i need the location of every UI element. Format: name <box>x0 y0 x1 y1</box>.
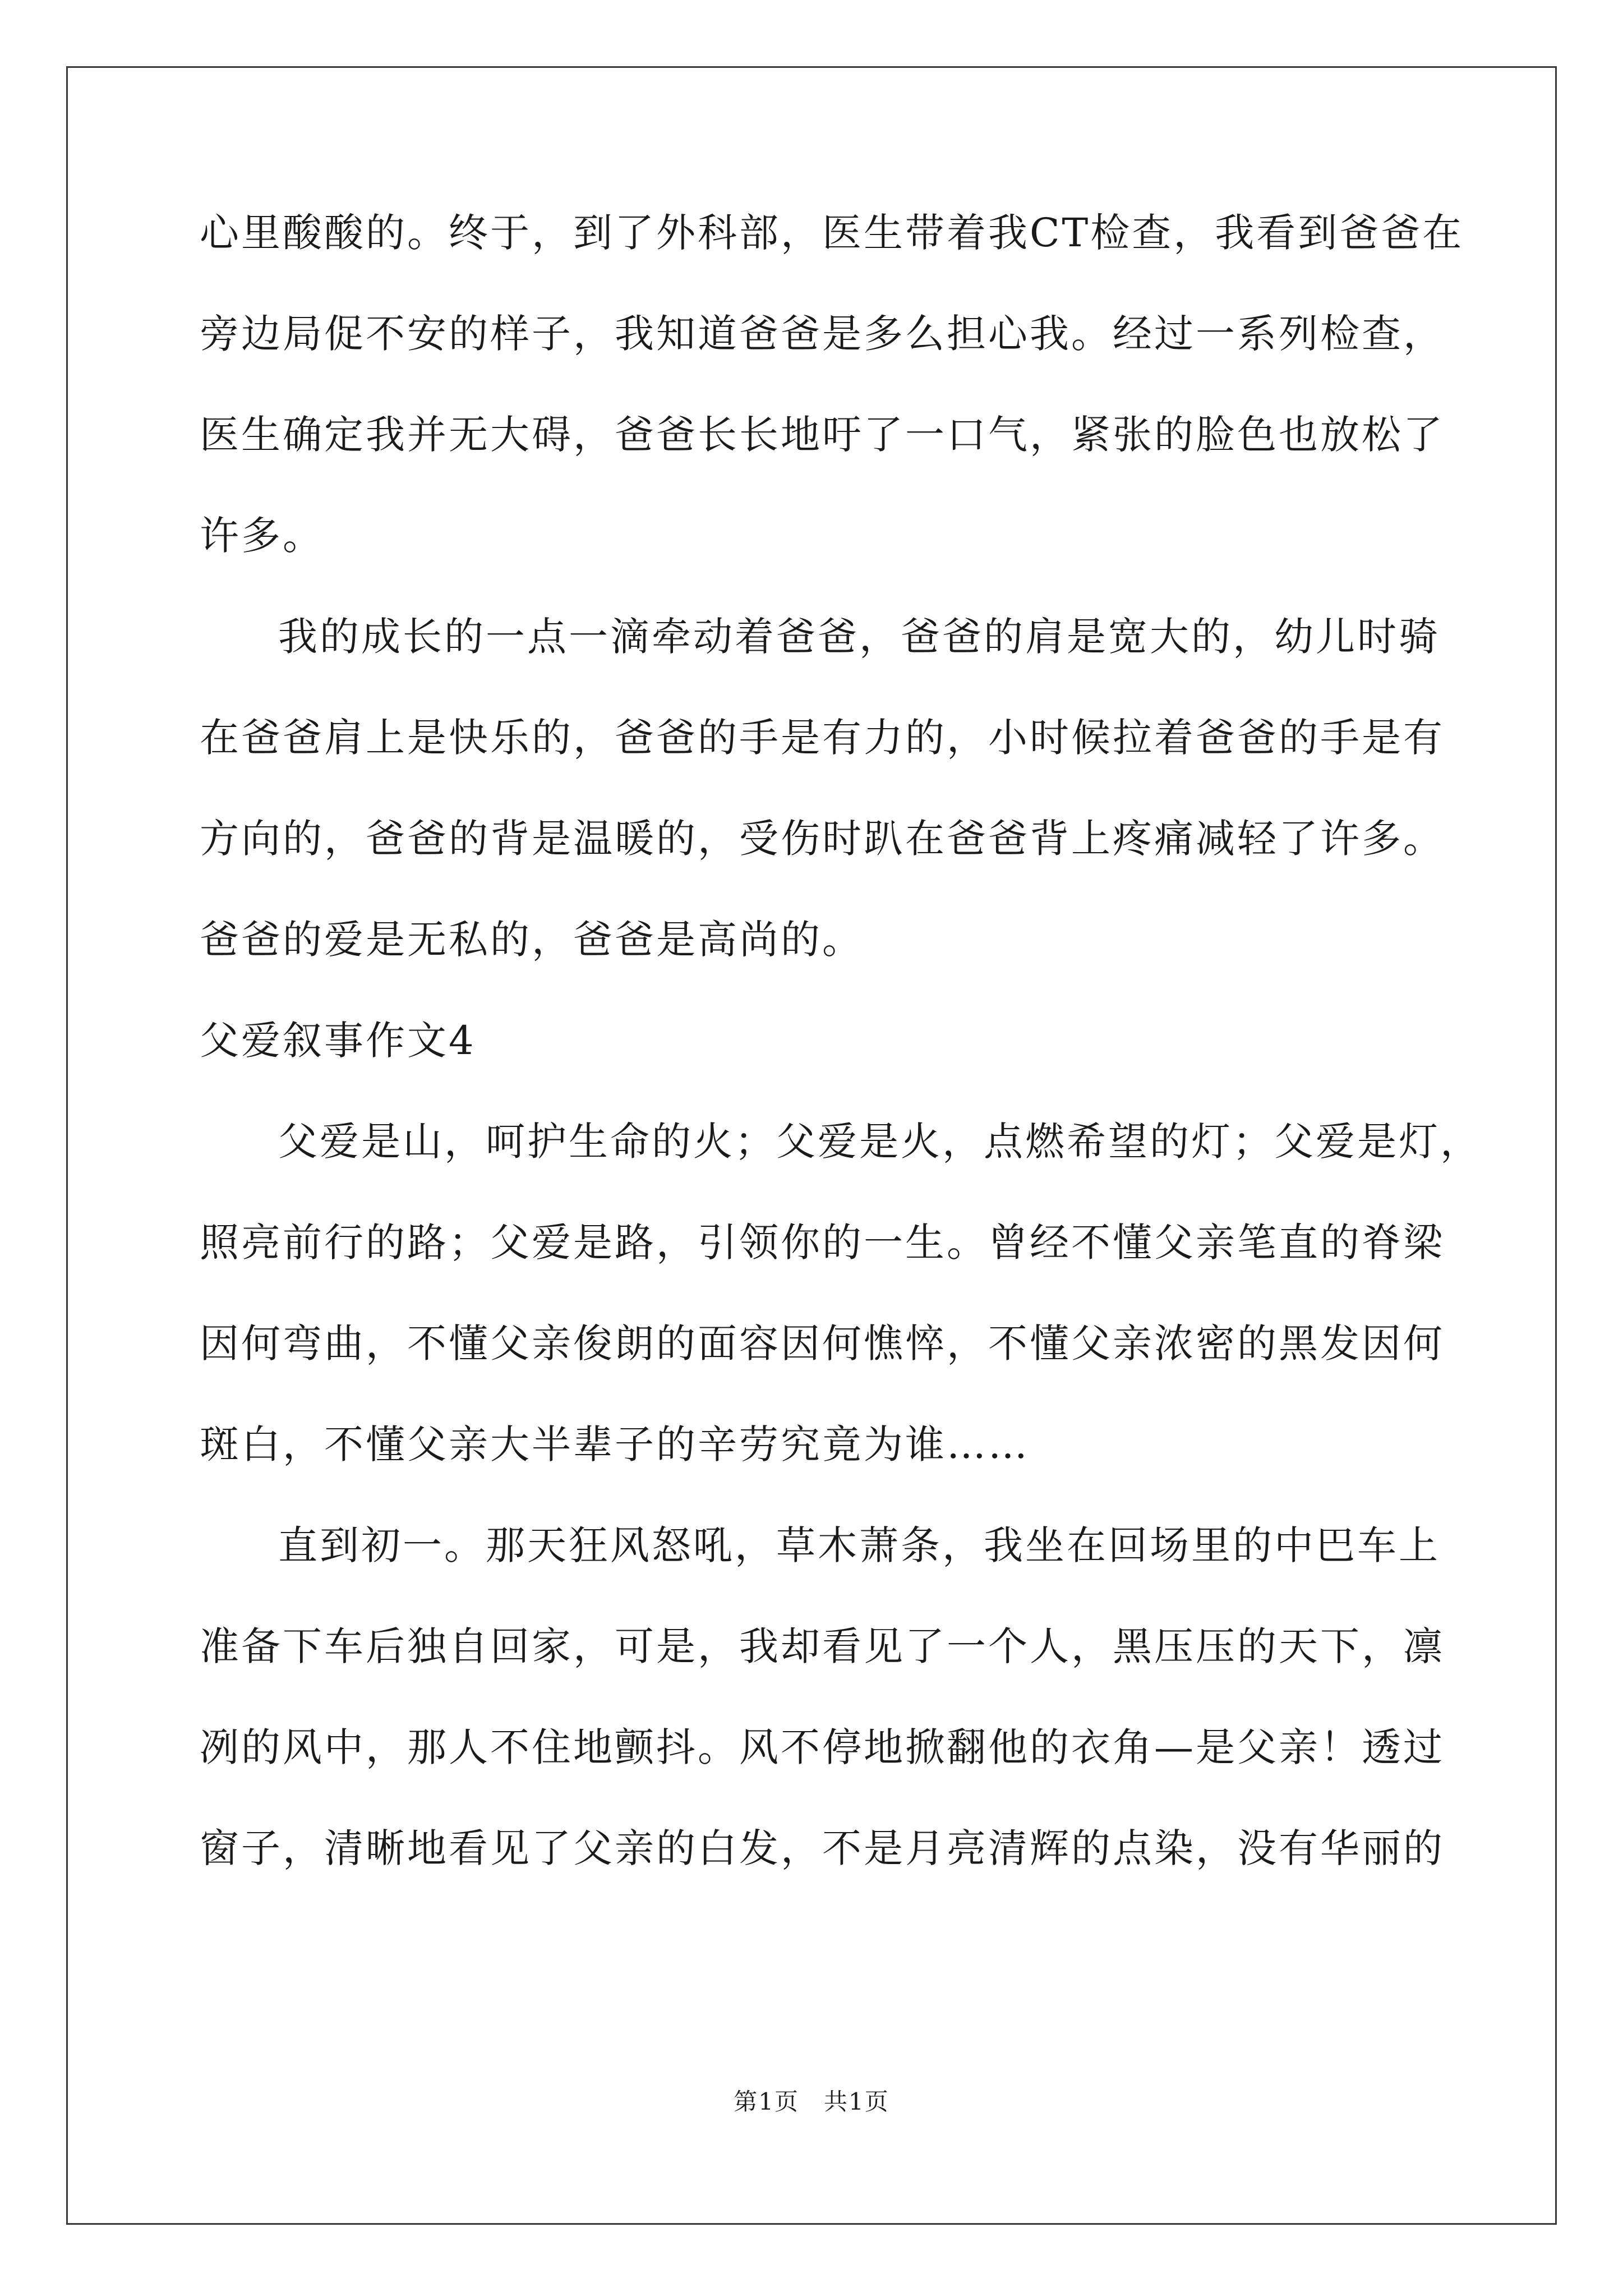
text-line: 旁边局促不安的样子，我知道爸爸是多么担心我。经过一系列检查， <box>200 311 1445 357</box>
paragraph-start-line: 父爱是山，呵护生命的火；父爱是火，点燃希望的灯；父爱是灯， <box>278 1119 1482 1165</box>
text-line: 准备下车后独自回家，可是，我却看见了一个人，黑压压的天下，凛 <box>200 1623 1445 1669</box>
text-line: 在爸爸肩上是快乐的，爸爸的手是有力的，小时候拉着爸爸的手是有 <box>200 715 1445 761</box>
text-line: 窗子，清晰地看见了父亲的白发，不是月亮清辉的点染，没有华丽的 <box>200 1825 1445 1871</box>
text-line: 爸爸的爱是无私的，爸爸是高尚的。 <box>200 917 864 963</box>
text-line: 斑白，不懂父亲大半辈子的辛劳究竟为谁…… <box>200 1421 1030 1467</box>
section-heading: 父爱叙事作文4 <box>200 1018 476 1064</box>
paragraph-start-line: 直到初一。那天狂风怒吼，草木萧条，我坐在回场里的中巴车上 <box>278 1522 1440 1568</box>
page-number: 第1页 共1页 <box>734 2088 889 2115</box>
text-line: 因何弯曲，不懂父亲俊朗的面容因何憔悴，不懂父亲浓密的黑发因何 <box>200 1320 1445 1366</box>
paragraph-start-line: 我的成长的一点一滴牵动着爸爸，爸爸的肩是宽大的，幼儿时骑 <box>278 614 1440 660</box>
text-line: 方向的，爸爸的背是温暖的，受伤时趴在爸爸背上疼痛减轻了许多。 <box>200 816 1445 862</box>
text-line: 医生确定我并无大碍，爸爸长长地吁了一口气，紧张的脸色也放松了 <box>200 412 1445 458</box>
document-body <box>200 210 1482 1930</box>
text-line: 照亮前行的路；父爱是路，引领你的一生。曾经不懂父亲笔直的脊梁 <box>200 1220 1445 1266</box>
text-line: 心里酸酸的。终于，到了外科部，医生带着我CT检查，我看到爸爸在 <box>200 210 1464 256</box>
text-line: 冽的风中，那人不住地颤抖。风不停地掀翻他的衣角—是父亲！透过 <box>200 1724 1445 1770</box>
text-line: 许多。 <box>200 513 324 559</box>
